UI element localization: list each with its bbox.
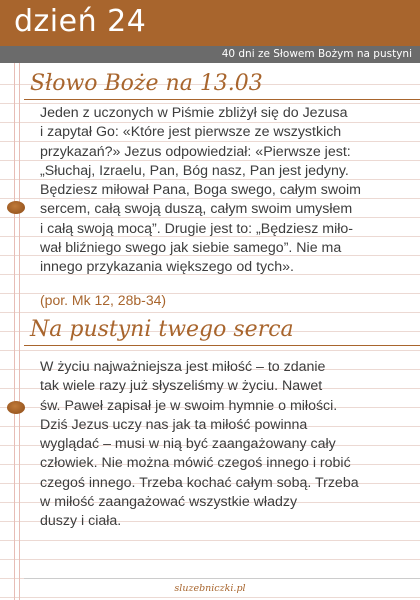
text-line: tak wiele razy już słyszeliśmy w życiu. Nawet bbox=[40, 378, 323, 395]
text-line: człowiek. Nie można mówić czegoś innego i robić bbox=[40, 455, 351, 472]
series-subtitle: 40 dni ze Słowem Bożym na pustyni bbox=[221, 48, 412, 60]
scripture-reference: (por. Mk 12, 28b-34) bbox=[40, 292, 167, 308]
margin-line-inner bbox=[19, 63, 20, 600]
text-line: W życiu najważniejsza jest miłość – to zdanie bbox=[40, 359, 326, 375]
text-line: św. Paweł zapisał je w swoim hymnie o miłości. bbox=[40, 397, 338, 414]
text-line: i całą swoją mocą”. Drugie jest to: „Będziesz miło- bbox=[40, 220, 354, 237]
bullet-dot-icon bbox=[7, 201, 25, 214]
text-line: wał bliźniego swego jak siebie samego”. Nie ma bbox=[40, 240, 342, 257]
text-line: wyglądać – musi w nią być zaangażowany cały bbox=[40, 436, 336, 453]
text-line: i zapytał Go: «Które jest pierwsze ze wszystkich bbox=[40, 124, 342, 141]
reflection-text bbox=[40, 358, 380, 532]
text-line: innego przykazania większego od tych». bbox=[40, 259, 294, 276]
text-line: Jeden z uczonych w Piśmie zbliżył się do Jezusa bbox=[40, 105, 348, 121]
text-line: przykazań?» Jezus odpowiedział: «Pierwsze jest: bbox=[40, 143, 351, 160]
section-title-word-of-god: Słowo Boże na 13.03 bbox=[30, 71, 263, 96]
section-title-rule bbox=[24, 99, 420, 100]
footer-rule bbox=[24, 578, 420, 579]
text-line: duszy i ciała. bbox=[40, 513, 122, 530]
text-line: „Słuchaj, Izraelu, Pan, Bóg nasz, Pan jest jedyny. bbox=[40, 162, 349, 179]
margin-line bbox=[14, 63, 15, 600]
text-line: w miłość zaangażować wszystkie władzy bbox=[40, 494, 298, 511]
text-line: czegoś innego. Trzeba kochać całym sobą. Trzeba bbox=[40, 474, 359, 491]
day-title: dzień 24 bbox=[14, 4, 147, 39]
subtitle-bar bbox=[0, 46, 420, 63]
footer-website: sluzebniczki.pl bbox=[174, 583, 246, 594]
bullet-dot-icon bbox=[7, 401, 25, 414]
text-line: sercem, całą swoją duszą, całym swoim umysłem bbox=[40, 201, 353, 218]
text-line: Dziś Jezus uczy nas jak ta miłość powinna bbox=[40, 416, 308, 433]
header-bar bbox=[0, 0, 420, 46]
section-title-desert-of-heart: Na pustyni twego serca bbox=[30, 317, 294, 342]
text-line: Będziesz miłował Pana, Boga swego, całym swoim bbox=[40, 182, 361, 199]
scripture-text bbox=[40, 104, 380, 278]
section-title-rule bbox=[24, 345, 420, 346]
